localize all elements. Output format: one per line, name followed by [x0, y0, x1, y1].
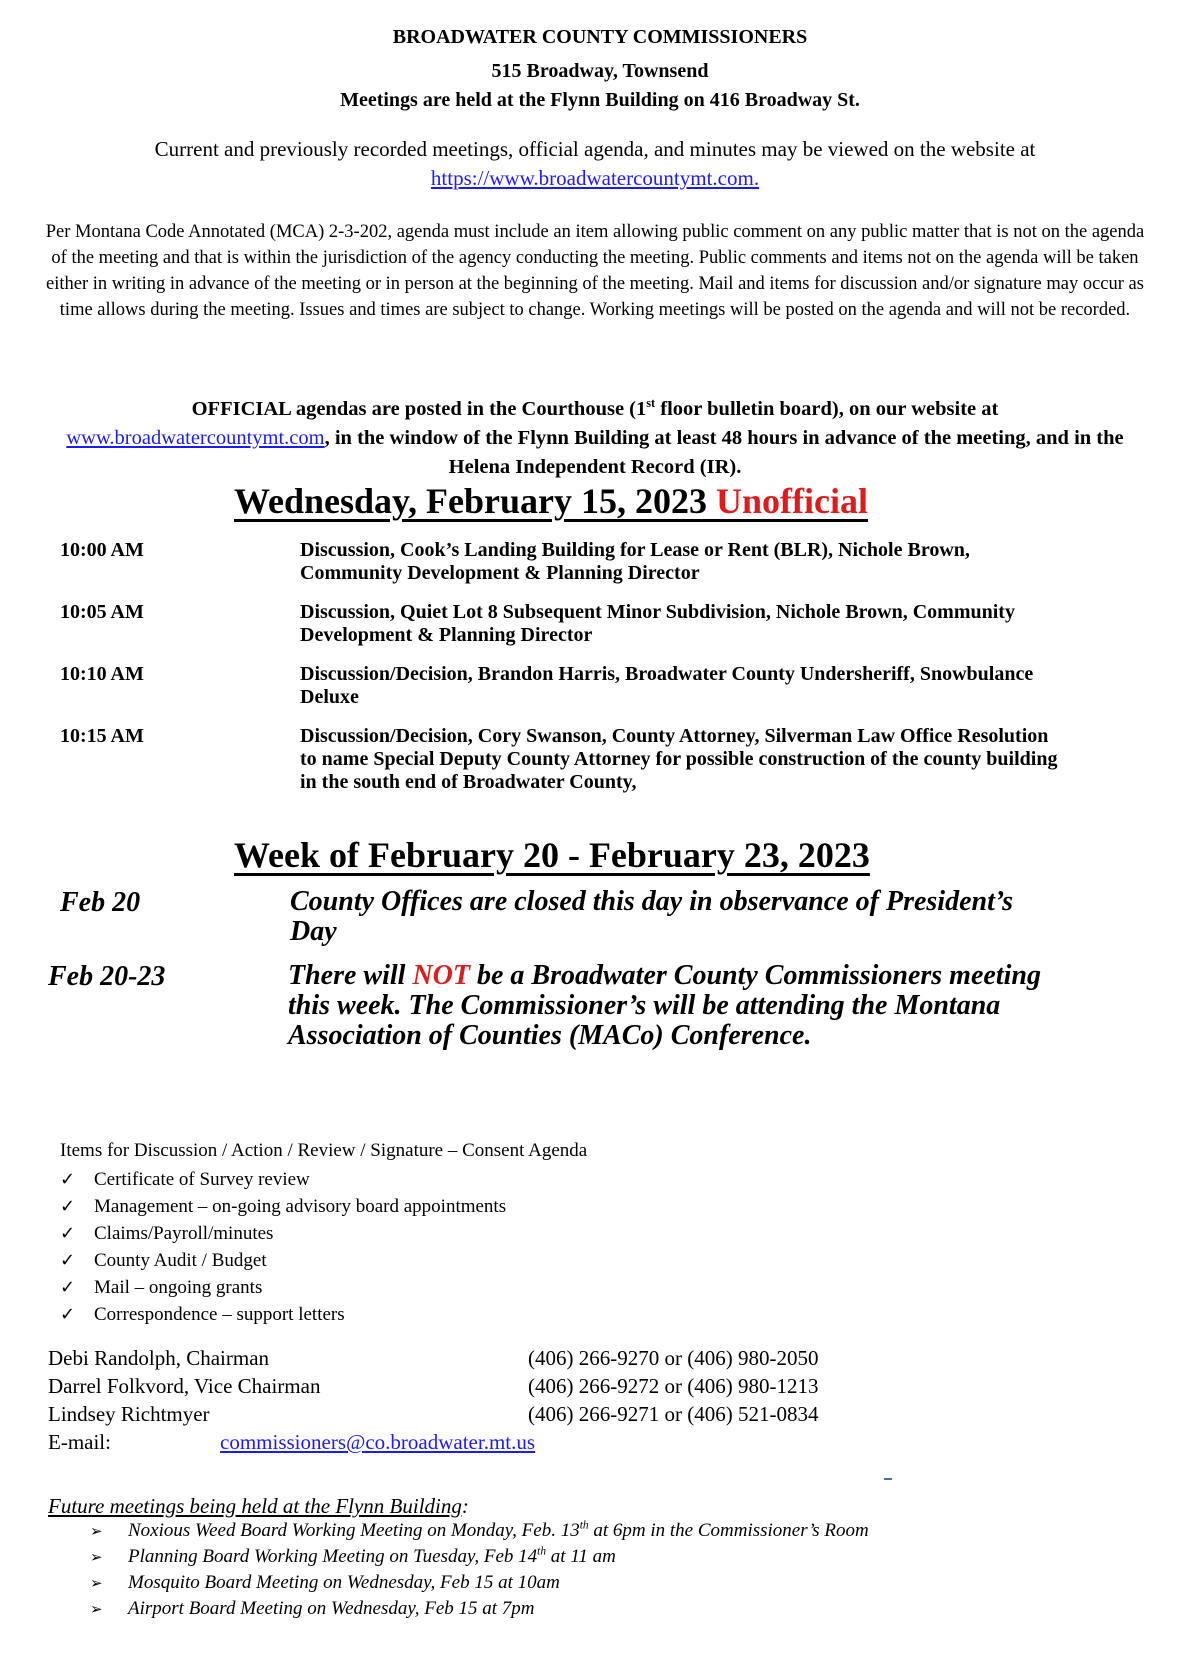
week-item [288, 961, 1048, 1051]
future-item-text: Planning Board Working Meeting on Tuesday, Feb 14 [128, 1546, 538, 1567]
meeting-location: Meetings are held at the Flynn Building on 416 Broadway St. [340, 89, 860, 111]
agenda-time: 10:10 AM [60, 663, 144, 685]
list-item [90, 1596, 869, 1622]
list-item [90, 1570, 869, 1596]
agenda-item: Discussion, Quiet Lot 8 Subsequent Minor Subdivision, Nichole Brown, Community Development & Planning Director [300, 601, 1015, 646]
contact-name: Darrel Folkvord, Vice Chairman [48, 1374, 321, 1398]
future-item-sup: th [537, 1545, 547, 1558]
agenda-time: 10:05 AM [60, 601, 144, 623]
list-item [90, 1518, 869, 1544]
intro-text: Current and previously recorded meetings, official agenda, and minutes may be viewed on the website at [154, 137, 1036, 161]
agenda-item: Discussion/Decision, Cory Swanson, County Attorney, Silverman Law Office Resolution to name Special Deputy County Attorney for possible construction of the county building in the south end of Broadwater County, [300, 725, 1058, 793]
week-item-pre: There will [288, 960, 413, 991]
list-item-label: Certificate of Survey review [94, 1169, 310, 1190]
email-link[interactable]: commissioners@co.broadwater.mt.us [220, 1430, 536, 1454]
check-icon: ✓ [60, 1304, 76, 1325]
not-emphasis: NOT [412, 960, 470, 991]
agenda-item: Discussion/Decision, Brandon Harris, Broadwater County Undersheriff, Snowbulance Deluxe [300, 663, 1034, 708]
website-link[interactable]: https://www.broadwatercountymt.com. [430, 166, 760, 190]
official-sup: st [646, 396, 656, 411]
official-text-3: , in the window of the Flynn Building at least 48 hours in advance of the meeting, and in the Helena Independent Record (IR). [324, 427, 1124, 478]
week-heading: Week of February 20 - February 23, 2023 [234, 835, 870, 875]
week-date: Feb 20-23 [48, 961, 166, 992]
consent-list [60, 1166, 506, 1328]
list-item [60, 1274, 506, 1301]
arrow-bullet-icon: ➢ [90, 1600, 103, 1618]
future-item-text-post: at 6pm in the Commissioner’s Room [588, 1520, 869, 1541]
contact-phone: (406) 266-9270 or (406) 980-2050 [528, 1346, 819, 1370]
agenda-time: 10:15 AM [60, 725, 144, 747]
future-meetings-title [48, 1494, 469, 1519]
contact-phone: (406) 266-9271 or (406) 521-0834 [528, 1402, 819, 1426]
future-meetings-list [90, 1518, 869, 1622]
list-item [60, 1301, 506, 1328]
agenda-time: 10:00 AM [60, 539, 144, 561]
future-title-colon: : [461, 1494, 469, 1518]
list-item-label: Mail – ongoing grants [94, 1277, 263, 1298]
divider-mark [884, 1478, 892, 1480]
check-icon: ✓ [60, 1169, 76, 1190]
intro-paragraph [40, 135, 1150, 193]
list-item-label: Management – on-going advisory board appointments [94, 1196, 507, 1217]
official-text-1: OFFICIAL agendas are posted in the Courthouse (1 [191, 398, 647, 420]
day-heading-date: Wednesday, February 15, 2023 [234, 481, 717, 521]
email-label: E-mail: [48, 1430, 111, 1454]
check-icon: ✓ [60, 1250, 76, 1271]
document-title: BROADWATER COUNTY COMMISSIONERS [392, 26, 808, 48]
address-line: 515 Broadway, Townsend [491, 60, 709, 82]
official-notice [40, 395, 1150, 482]
contact-name: Lindsey Richtmyer [48, 1402, 210, 1426]
arrow-bullet-icon: ➢ [90, 1574, 103, 1592]
future-title-text: Future meetings being held at the Flynn Building [48, 1494, 462, 1518]
official-text-2: floor bulletin board), on our website at [655, 398, 999, 420]
contact-name: Debi Randolph, Chairman [48, 1346, 270, 1370]
day-heading [234, 480, 868, 522]
list-item [60, 1220, 506, 1247]
list-item-label: County Audit / Budget [94, 1250, 267, 1271]
check-icon: ✓ [60, 1223, 76, 1244]
agenda-item: Discussion, Cook’s Landing Building for Lease or Rent (BLR), Nichole Brown, Community Development & Planning Director [300, 539, 970, 584]
official-website-link[interactable]: www.broadwatercountymt.com [66, 427, 325, 449]
unofficial-label: Unofficial [716, 481, 869, 521]
list-item [60, 1247, 506, 1274]
list-item [90, 1544, 869, 1570]
list-item [60, 1193, 506, 1220]
list-item [60, 1166, 506, 1193]
arrow-bullet-icon: ➢ [90, 1522, 103, 1540]
arrow-bullet-icon: ➢ [90, 1548, 103, 1566]
future-item-text-post: at 11 am [546, 1546, 616, 1567]
future-item-text: Noxious Weed Board Working Meeting on Monday, Feb. 13 [128, 1520, 580, 1541]
week-date: Feb 20 [60, 887, 141, 918]
mca-notice: Per Montana Code Annotated (MCA) 2-3-202, agenda must include an item allowing public comment on any public matter that is not on the agenda of the meeting and that is within the jurisdiction of the agency conducting the meeting. Public comments and items not on the agenda will be taken either in writing in advance of the meeting or in person at the beginning of the meeting. Mail and items for discussion and/or signature may occur as time allows during the meeting. Issues and times are subject to change. Working meetings will be posted on the agenda and will not be recorded. [45, 222, 1145, 320]
list-item-label: Claims/Payroll/minutes [94, 1223, 274, 1244]
consent-agenda-title: Items for Discussion / Action / Review / Signature – Consent Agenda [60, 1140, 588, 1161]
week-item: County Offices are closed this day in observance of President’s Day [290, 886, 1014, 947]
week-item-post: be a Broadwater County Commissioners meeting this week. The Commissioner’s will be attending the Montana Association of Counties (MACo) Conference. [288, 960, 1041, 1051]
future-item-sup: th [579, 1519, 589, 1532]
future-item-text: Mosquito Board Meeting on Wednesday, Feb 15 at 10am [128, 1572, 560, 1593]
list-item-label: Correspondence – support letters [94, 1304, 345, 1325]
future-item-text: Airport Board Meeting on Wednesday, Feb 15 at 7pm [128, 1598, 535, 1619]
contact-phone: (406) 266-9272 or (406) 980-1213 [528, 1374, 819, 1398]
check-icon: ✓ [60, 1196, 76, 1217]
check-icon: ✓ [60, 1277, 76, 1298]
